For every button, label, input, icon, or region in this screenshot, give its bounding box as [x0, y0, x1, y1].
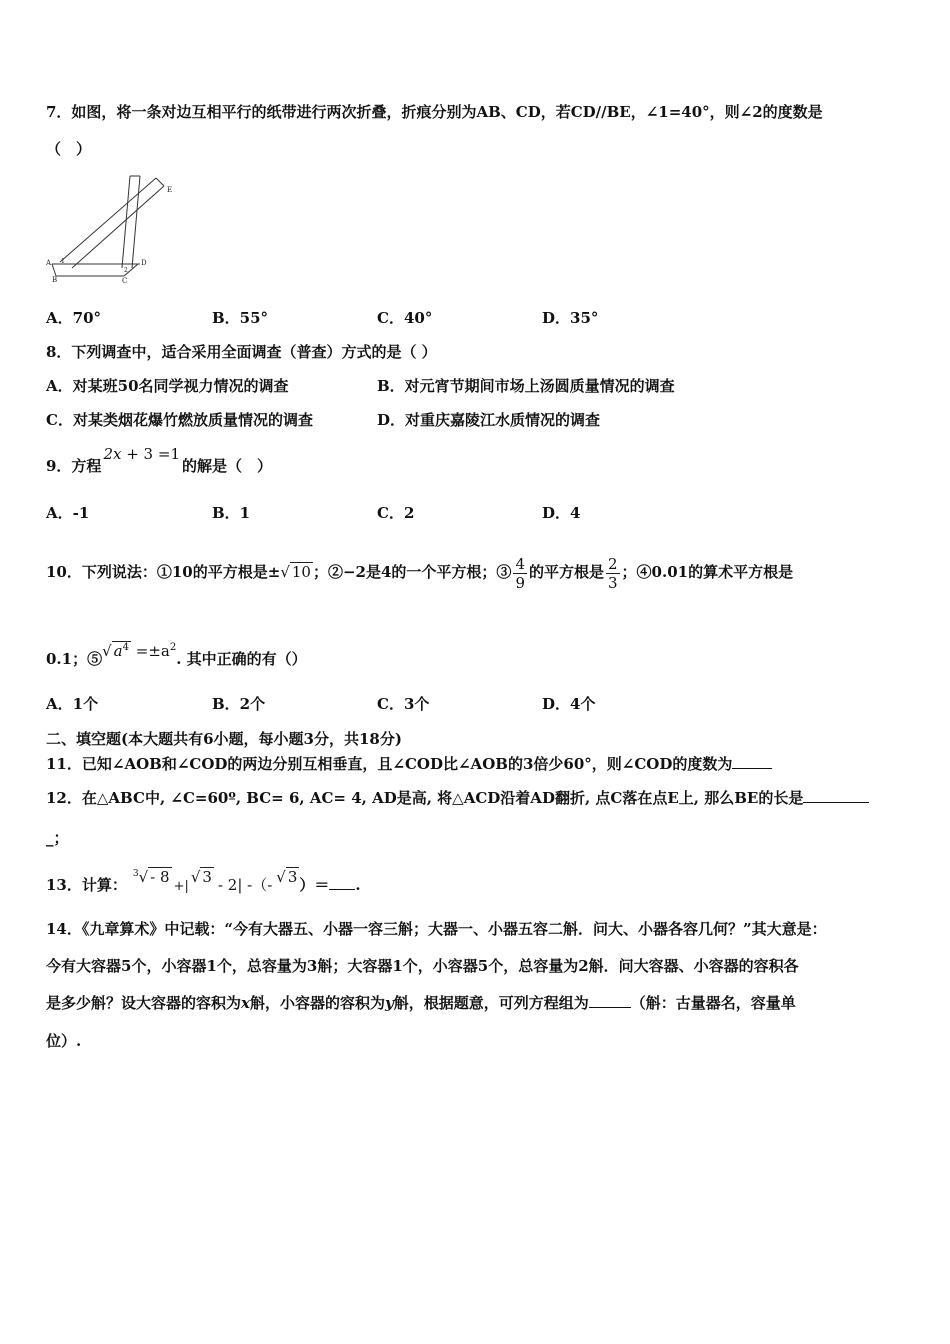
q8-option-c[interactable]: C．对某类烟花爆竹燃放质量情况的调查 [46, 411, 313, 429]
q8-option-d[interactable]: D．对重庆嘉陵江水质情况的调查 [377, 411, 601, 429]
fig-angle-2: 2 [124, 267, 128, 274]
q10-line2-prefix: 0.1；⑤ [46, 650, 103, 668]
q10-part1: 10．下列说法：①10的平方根是± [46, 563, 281, 581]
q13-sqrt3-b: √ 3 [276, 868, 298, 886]
q9-option-d[interactable]: D．4 [542, 504, 581, 522]
q13-sqrt3-a: √ 3 [190, 868, 212, 886]
q11-answer-blank[interactable] [732, 754, 772, 769]
section-2-heading: 二、填空题(本大题共有6小题，每小题3分，共18分) [46, 730, 402, 748]
q7-option-a[interactable]: A．70° [46, 309, 102, 327]
q9-stem [46, 445, 272, 476]
q9-option-a[interactable]: A．-1 [46, 504, 90, 522]
q9-option-b[interactable]: B．1 [212, 504, 251, 522]
fig-label-d: D [141, 259, 147, 267]
q8-stem: 8．下列调查中，适合采用全面调查（普查）方式的是（ ） [46, 343, 437, 361]
q10-line2-suffix: . 其中正确的有（） [176, 650, 307, 668]
q10-part2: ；②−2是4的一个平方根；③ [312, 563, 512, 581]
q10-option-c[interactable]: C．3个 [377, 695, 430, 713]
q10-part4: ；④0.01的算术平方根是 [621, 563, 794, 581]
q9-equation: 2x + 3 =1 [103, 445, 180, 463]
q10-fraction-4-9: $\frac{4}{9}$ [515, 554, 525, 592]
fig-label-b: B [52, 276, 58, 284]
q9-option-c[interactable]: C．2 [377, 504, 415, 522]
q10-fraction-2-3: $\frac{2}{3}$ [608, 554, 618, 592]
q8-option-b[interactable]: B．对元宵节期间市场上汤圆质量情况的调查 [377, 377, 675, 395]
q7-figure [44, 172, 184, 288]
fig-label-a: A [46, 259, 52, 267]
q7-stem-line1: 7．如图，将一条对边互相平行的纸带进行两次折叠，折痕分别为AB、CD，若CD//BE，∠1=40°，则∠2的度数是 [46, 103, 823, 121]
q9-suffix: 的解是（ ） [181, 457, 272, 475]
fig-label-e: E [167, 186, 173, 194]
q10-option-a[interactable]: A．1个 [46, 695, 99, 713]
q10-line1 [46, 546, 793, 598]
q13-stem: 13．计算：$^3$√ - 8+|√ 3 - 2| -（- √ 3 ）＝ . [46, 868, 361, 894]
q10-sqrt-a4: √ $a^4 =\pm a^2$ [102, 642, 177, 660]
q9-prefix: 9．方程 [46, 457, 102, 475]
q13-answer-blank[interactable] [329, 875, 355, 890]
q13-prefix: 13．计算： [46, 876, 127, 894]
fig-angle-1: 1 [61, 258, 65, 265]
q10-option-d[interactable]: D．4个 [542, 695, 596, 713]
q14-line1: 14．《九章算术》中记载：“今有大器五、小器一容三斛；大器一、小器五容二斛．问大、小器各容几何？”其大意是： [46, 920, 827, 938]
q7-option-b[interactable]: B．55° [212, 309, 269, 327]
q12-continuation: _； [46, 829, 69, 847]
q10-option-b[interactable]: B．2个 [212, 695, 266, 713]
q13-cube-root: $^3$√ - 8 [132, 868, 170, 886]
q10-sqrt-10: √ 10 [280, 563, 311, 581]
q14-line4: 位）. [46, 1032, 82, 1050]
q10-part3: 的平方根是 [528, 563, 604, 581]
q14-answer-blank[interactable] [589, 993, 631, 1008]
q12-answer-blank[interactable] [803, 788, 869, 803]
q12-stem: 12．在△ABC中, ∠C=60º, BC= 6, AC= 4, AD是高, 将△ACD沿着AD翻折, 点C落在点E上, 那么BE的长是 [46, 788, 869, 808]
q10-line2 [46, 642, 307, 669]
fig-label-c: C [122, 277, 128, 285]
q7-option-c[interactable]: C．40° [377, 309, 433, 327]
q7-stem-line2: （ ） [46, 140, 92, 158]
q8-option-a[interactable]: A．对某班50名同学视力情况的调查 [46, 377, 289, 395]
q7-option-d[interactable]: D．35° [542, 309, 599, 327]
q11-stem: 11．已知∠AOB和∠COD的两边分别互相垂直，且∠COD比∠AOB的3倍少60°，则∠COD的度数为 [46, 754, 772, 774]
q14-line3: 是多少斛？设大容器的容积为x斛，小容器的容积为y斛，根据题意，可列方程组为 （斛：古量器名，容量单 [46, 994, 796, 1012]
q14-line2: 今有大容器5个，小容器1个，总容量为3斛；大容器1个，小容器5个，总容量为2斛．问大容器、小容器的容积各 [46, 957, 799, 975]
